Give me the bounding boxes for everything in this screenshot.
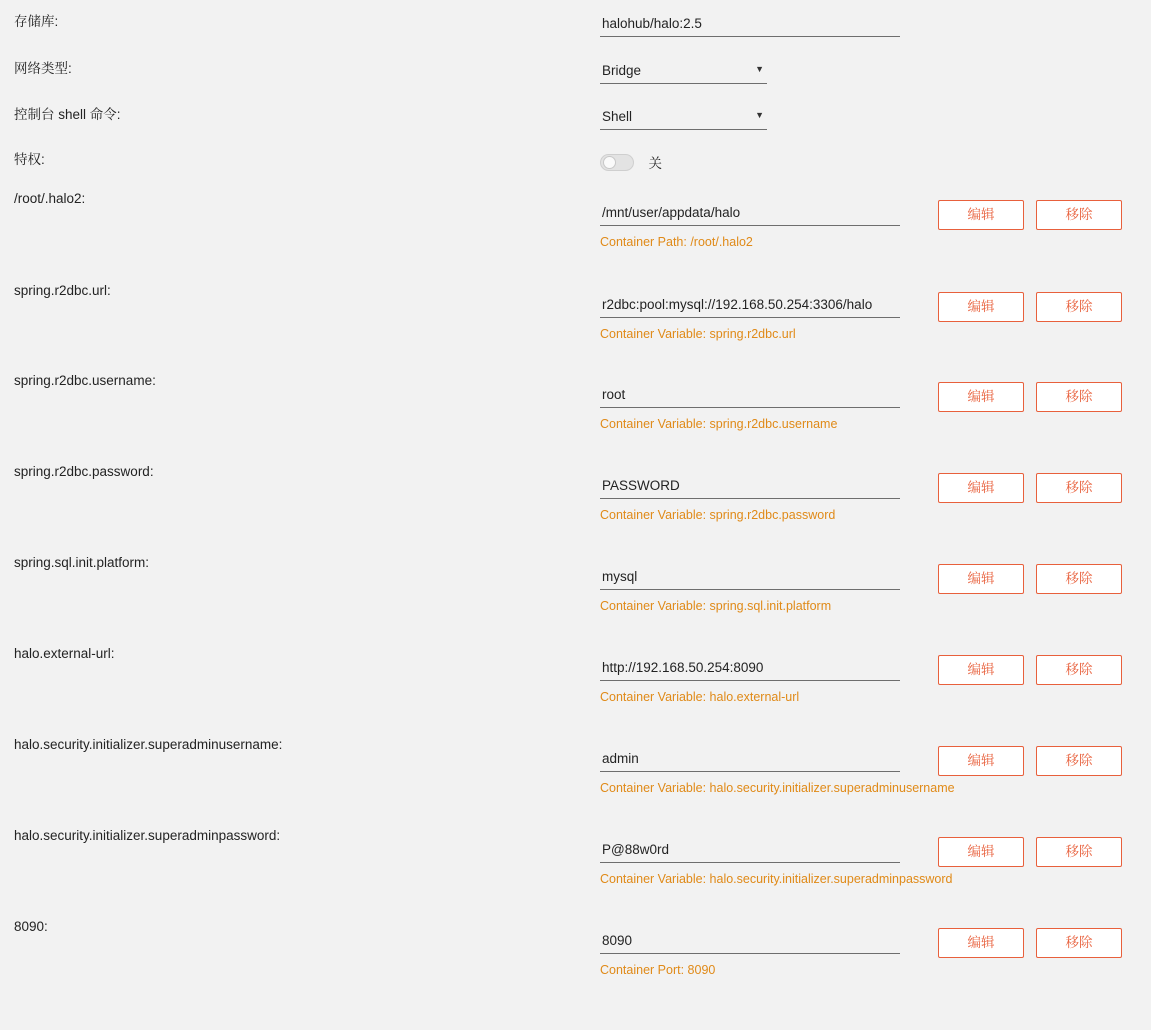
row-actions	[938, 746, 1122, 776]
row-actions	[938, 564, 1122, 594]
variable-hint: Container Variable: halo.security.initializer.superadminusername	[600, 781, 955, 795]
row-field	[600, 189, 920, 249]
remove-button[interactable]: 移除	[1036, 746, 1122, 776]
remove-button[interactable]: 移除	[1036, 837, 1122, 867]
row-label: halo.security.initializer.superadminpassword:	[14, 828, 281, 843]
row-actions	[938, 382, 1122, 412]
port-value-input[interactable]	[600, 931, 900, 954]
row-field	[600, 14, 920, 37]
remove-button[interactable]: 移除	[1036, 655, 1122, 685]
privileged-toggle[interactable]	[600, 154, 634, 171]
row-actions	[938, 655, 1122, 685]
row-field	[600, 281, 920, 341]
row-field	[600, 462, 920, 522]
row-label: 8090:	[14, 919, 48, 934]
form-row-privileged	[0, 152, 1151, 172]
row-actions	[938, 837, 1122, 867]
row-label: spring.r2dbc.username:	[14, 373, 156, 388]
chevron-down-icon: ▼	[755, 110, 764, 120]
host-path-input[interactable]	[600, 203, 900, 226]
variable-hint: Container Variable: halo.security.initializer.superadminpassword	[600, 872, 953, 886]
row-field	[600, 152, 920, 172]
form-row-r2dbc-username	[0, 371, 1151, 431]
row-label: halo.external-url:	[14, 646, 115, 661]
row-label: 控制台 shell 命令:	[14, 107, 121, 122]
console-shell-value: Shell	[602, 109, 633, 124]
row-field	[600, 735, 955, 795]
chevron-down-icon: ▼	[755, 64, 764, 74]
row-actions	[938, 928, 1122, 958]
form-row-console-shell	[0, 107, 1151, 130]
edit-button[interactable]: 编辑	[938, 837, 1024, 867]
form-row-superadminusername	[0, 735, 1151, 795]
variable-hint: Container Variable: spring.r2dbc.username	[600, 417, 838, 431]
variable-value-input[interactable]	[600, 295, 900, 318]
form-row-r2dbc-password	[0, 462, 1151, 522]
form-row-path-halo2	[0, 189, 1151, 249]
row-field	[600, 644, 920, 704]
row-field	[600, 107, 920, 130]
row-label: 网络类型:	[14, 61, 72, 76]
form-row-superadminpassword	[0, 826, 1151, 886]
variable-hint: Container Variable: spring.r2dbc.password	[600, 508, 836, 522]
row-label: 特权:	[14, 152, 45, 167]
remove-button[interactable]: 移除	[1036, 564, 1122, 594]
row-label: spring.sql.init.platform:	[14, 555, 150, 570]
form-row-r2dbc-url	[0, 281, 1151, 341]
path-hint: Container Path: /root/.halo2	[600, 235, 753, 249]
edit-button[interactable]: 编辑	[938, 200, 1024, 230]
variable-hint: Container Variable: spring.sql.init.platform	[600, 599, 832, 613]
edit-button[interactable]: 编辑	[938, 382, 1024, 412]
row-actions	[938, 292, 1122, 322]
row-field	[600, 61, 920, 84]
row-field	[600, 371, 920, 431]
row-field	[600, 917, 920, 977]
variable-value-input[interactable]	[600, 840, 900, 863]
edit-button[interactable]: 编辑	[938, 473, 1024, 503]
console-shell-select[interactable]	[600, 107, 767, 130]
repository-input[interactable]	[600, 14, 900, 37]
form-row-external-url	[0, 644, 1151, 704]
form-row-network-type	[0, 61, 1151, 84]
row-field	[600, 826, 953, 886]
row-label: 存储库:	[14, 14, 59, 29]
remove-button[interactable]: 移除	[1036, 200, 1122, 230]
edit-button[interactable]: 编辑	[938, 746, 1024, 776]
edit-button[interactable]: 编辑	[938, 928, 1024, 958]
toggle-knob	[603, 156, 616, 169]
container-settings-form	[0, 14, 1151, 977]
form-row-sql-init-platform	[0, 553, 1151, 613]
port-hint: Container Port: 8090	[600, 963, 716, 977]
row-actions	[938, 200, 1122, 230]
variable-hint: Container Variable: spring.r2dbc.url	[600, 327, 796, 341]
row-label: spring.r2dbc.password:	[14, 464, 154, 479]
edit-button[interactable]: 编辑	[938, 655, 1024, 685]
row-field	[600, 553, 920, 613]
privileged-state-label: 关	[648, 156, 662, 171]
remove-button[interactable]: 移除	[1036, 473, 1122, 503]
remove-button[interactable]: 移除	[1036, 382, 1122, 412]
variable-value-input[interactable]	[600, 476, 900, 499]
edit-button[interactable]: 编辑	[938, 292, 1024, 322]
variable-value-input[interactable]	[600, 658, 900, 681]
variable-hint: Container Variable: halo.external-url	[600, 690, 800, 704]
row-label: /root/.halo2:	[14, 191, 86, 206]
remove-button[interactable]: 移除	[1036, 292, 1122, 322]
network-type-value: Bridge	[602, 63, 642, 78]
edit-button[interactable]: 编辑	[938, 564, 1024, 594]
remove-button[interactable]: 移除	[1036, 928, 1122, 958]
row-actions	[938, 473, 1122, 503]
row-label: spring.r2dbc.url:	[14, 283, 111, 298]
variable-value-input[interactable]	[600, 567, 900, 590]
form-row-repository	[0, 14, 1151, 37]
variable-value-input[interactable]	[600, 749, 900, 772]
network-type-select[interactable]	[600, 61, 767, 84]
row-label: halo.security.initializer.superadminusername:	[14, 737, 283, 752]
form-row-port-8090	[0, 917, 1151, 977]
variable-value-input[interactable]	[600, 385, 900, 408]
